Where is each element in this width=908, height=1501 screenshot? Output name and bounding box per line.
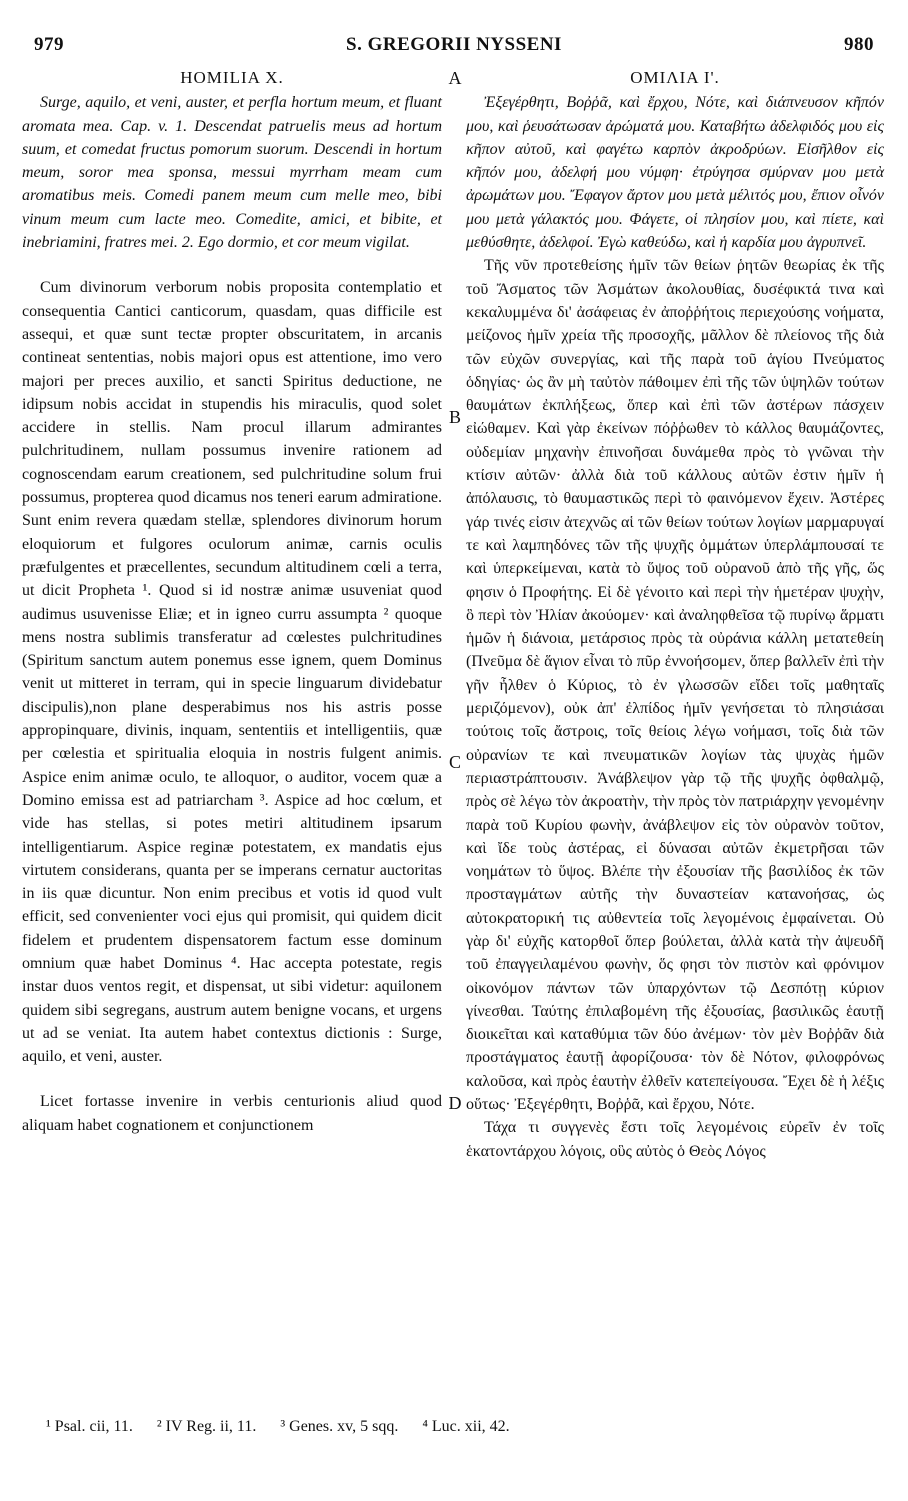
latin-verse: Surge, aquilo, et veni, auster, et perfla hortum meum, et fluant aromata mea. Cap. v. 1. Descendat patruelis meus ad hortum suum, et comedat fructus pomorum suorum. Descendi in hortum meum, soror mea sponsa, messui myrrham meam cum aromatibus meis. Comedi panem meum cum melle meo, bibi vinum meum cum lacte meo. Comedite, amici, et bibite, et inebriamini, fratres mei. 2. Ego dormio, et cor meum vigilat. xyxy=(22,94,442,252)
footnotes xyxy=(46,1418,868,1436)
right-page-number: 980 xyxy=(844,34,874,55)
greek-paragraph-2: Τάχα τι συγγενὲς ἔστι τοῖς λεγομένοις εὑρεῖν ἐν τοῖς ἑκατοντάρχου λόγοις, οὓς αὐτὸς ὁ Θεὸς Λόγος xyxy=(466,1119,884,1160)
greek-homily-title: ΟΜΙΛΙΑ Ι'. xyxy=(630,68,720,87)
margin-marker-d: D xyxy=(448,1093,462,1113)
latin-paragraph-1: Cum divinorum verborum nobis proposita contemplatio et consequentia Cantici canticorum, quasdam, quas difficile est assequi, et quæ sunt tectæ propter obscuritatem, in arcanis contineat sententias, nobis majori opus est attentione, imo vero majori per preces auxilio, et sancti Spiritus deductione, ne idipsum nobis accidat in stupendis his miraculis, quod solet accidere in stellis. Nam procul illarum admirantes pulchritudinem, nullam possumus invenire rationem ad cognoscendam earum creationem, sed pulchritudine solum frui possumus, propterea quod dicamus nos teneri earum admiratione. Sunt enim revera quædam stellæ, splendores divinorum horum eloquiorum et fulgores oculorum animæ, carnis oculis præfulgentes et præcellentes, secundum altitudinem cœli a terra, ut dicit Propheta ¹. Quod si id nostræ animæ usuveniat quod audimus usuvenisse Eliæ; et in igneo curru assumpta ² quoque mens nostra sublimis transferatur ad cœlestes pulchritudines (Spiritum sanctum autem ponemus esse ignem, quem Dominus venit ut mitteret in terram, qui in specie linguarum dividebatur discipulis),non plane desperabimus nos his astris posse appropinquare, divinis, inquam, sententiis et intelligentiis, quæ per cœlestia et spiritualia eloquia in nostris fulgent animis. Aspice enim animæ oculo, te alloquor, o auditor, vocem quæ a Domino emissa est ad patriarcham ³. Aspice ad hoc cœlum, et vide has stellas, si potes metiri altitudinem ipsarum intelligentiarum. Aspice reginæ potestatem, ex mandatis ejus virtutem considerans, quanta per se imperans cernatur auctoritas in iis quæ dicuntur. Non enim precibus et votis id quod vult efficit, sed convenienter voci ejus qui promisit, qui quidem dicit fidelem et prudentem dispensatorem factum esse dominum omnium quæ habet Dominus ⁴. Hac accepta potestate, regis instar duos ventos regit, et dispensat, ut sibi videtur: aquilonem quidem sibi segregans, austrum autem benigne vocans, et urgens ut ad se veniat. Ita autem habet contextus dictionis : Surge, aquilo, et veni, auster. xyxy=(22,279,442,1066)
footnote-3: ³ Genes. xv, 5 sqq. xyxy=(280,1418,399,1435)
footnote-2: ² IV Reg. ii, 11. xyxy=(156,1418,257,1435)
greek-verse: Ἐξεγέρθητι, Βοῤῥᾶ, καὶ ἔρχου, Νότε, καὶ διάπνευσον κῆπόν μου, καὶ ῥευσάτωσαν ἀρώματά μου. Καταβήτω ἀδελφιδός μου εἰς κῆπον αὐτοῦ, καὶ φαγέτω καρπὸν ἀκροδρύων. Εἰσῆλθον εἰς κῆπόν μου, ἀδελφή μου νύμφη· ἐτρύγησα σμύρναν μου μετὰ ἀρωμάτων μου. Ἔφαγον ἄρτον μου μετὰ μέλιτός μου, ἔπιον οἶνόν μου μετὰ γάλακτός μου. Φάγετε, οἱ πλησίον μου, καὶ πίετε, καὶ μεθύσθητε, ἀδελφοί. Ἐγὼ καθεύδω, καὶ ἡ καρδία μου ἀγρυπνεῖ. xyxy=(466,94,884,252)
margin-marker-c: C xyxy=(448,752,461,772)
left-page-number: 979 xyxy=(34,34,64,55)
latin-homily-title: HOMILIA X. xyxy=(180,68,284,87)
latin-paragraph-2: Licet fortasse invenire in verbis centurionis aliud quod aliquam habet cognationem et conjunctionem xyxy=(22,1093,442,1134)
page-header xyxy=(34,34,874,60)
greek-paragraph-1: Τῆς νῦν προτεθείσης ἡμῖν τῶν θείων ῥητῶν θεωρίας ἐκ τῆς τοῦ Ἄσματος τῶν Ἀσμάτων ἀκολουθίας, δυσέφικτά τινα καὶ κεκαλυμμένα δι' ἀσάφειας ἐν ἀποῤῥήτοις περιεχούσης νοήματα, μείζονος ἡμῖν χρεία τῆς προσοχῆς, μᾶλλον δὲ πλείονος τῆς διὰ τῶν εὐχῶν συνεργίας, καὶ τῆς παρὰ τοῦ ἁγίου Πνεύματος ὁδηγίας· ὡς ἂν μὴ ταὐτὸν πάθοιμεν ἐπὶ τῆς τῶν ὑψηλῶν τούτων θαυμάτων ἐκπλήξεως, ὅπερ καὶ ἐπὶ τῶν ἀστέρων πάσχειν εἰώθαμεν. Καὶ γὰρ ἐκείνων πόῤῥωθεν τὸ κάλλος θαυμάζοντες, οὐδεμίαν μηχανὴν ἐπινοῆσαι δυνάμεθα πρὸς τὸ γνῶναι τὴν κτίσιν αὐτῶν· ἀλλὰ διὰ τοῦ κάλλους αὐτῶν ἐστιν ἡμῖν ἡ ἀπόλαυσις, τὸ θαυμαστικῶς περὶ τὸ φαινόμενον ἔχειν. Ἀστέρες γάρ τινές εἰσιν ἀτεχνῶς αἱ τῶν θείων τούτων λογίων μαρμαρυγαί τε καὶ λαμπηδόνες τῶν τῆς ψυχῆς ὀμμάτων ὑπερλάμπουσαί τε καὶ ὑπερκείμεναι, κατὰ τὸ ὕψος τοῦ οὐρανοῦ ἀπὸ τῆς γῆς, ὥς φησιν ὁ Προφήτης. Εἰ δὲ γένοιτο καὶ περὶ τὴν ἡμετέραν ψυχὴν, ὃ περὶ τὸν Ἠλίαν ἀκούομεν· καὶ ἀναληφθεῖσα τῷ πυρίνῳ ἅρματι ἡμῶν ἡ διάνοια, μετάρσιος πρὸς τὰ οὐράνια κάλλη μετατεθείη (Πνεῦμα δὲ ἅγιον εἶναι τὸ πῦρ ἐννοήσομεν, ὅπερ βαλλεῖν ἐπὶ τὴν γῆν ἦλθεν ὁ Κύριος, τὸ ἐν γλωσσῶν εἴδει τοῖς μαθηταῖς μεριζόμενον), οὐκ ἀπ' ἐλπίδος ἡμῖν γενήσεται τὸ πλησιάσαι τούτοις τοῖς ἄστροις, τοῖς θείοις λέγω νοήμασι, τοῖς διὰ τῶν οὐρανίων τε καὶ πνευματικῶν λογίων τὰς ψυχὰς ἡμῶν περιαστράπτουσιν. Ἀνάβλεψον γὰρ τῷ τῆς ψυχῆς ὀφθαλμῷ, πρὸς σὲ λέγω τὸν ἀκροατὴν, τὴν πρὸς τὸν πατριάρχην γενομένην παρὰ τοῦ Κυρίου φωνὴν, ἀνάβλεψον εἰς τὸν οὐρανὸν τοῦτον, καὶ ἴδε τοὺς ἀστέρας, εἰ δύνασαι αὐτῶν ἐκμετρῆσαι τῶν νοημάτων τὸ ὕψος. Βλέπε τὴν ἐξουσίαν τῆς βασιλίδος ἐκ τῶν προσταγμάτων αὐτῆς τὴν δυναστείαν κατανοήσας, ὡς αὐτοκρατορική τις αὐθεντεία τοῖς λεγομένοις ἐμφαίνεται. Οὐ γὰρ δι' εὐχῆς κατορθοῖ ὅπερ βούλεται, ἀλλὰ κατὰ τὴν ἀψευδῆ τοῦ ἐπαγγειλαμένου φωνὴν, ὅς φησι τὸν πιστὸν καὶ φρόνιμον οἰκονόμον πάντων τῶν ὑπαρχόντων τῷ Δεσπότῃ κύριον γίνεσθαι. Ταύτης ἐπιλαβομένη τῆς ἐξουσίας, βασιλικῶς ἑαυτῇ διοικεῖται καὶ καταθύμια τῶν δύο ἀνέμων· τὸν μὲν Βοῤῥᾶν διὰ προστάγματος ἑαυτῇ ἀφορίζουσα· τὸν δὲ Νότον, φιλοφρόνως καλοῦσα, καὶ πρὸς ἑαυτὴν ἐλθεῖν κατεπείγουσα. Ἔχει δὲ ἡ λέξις οὕτως· Ἐξεγέρθητι, Βοῤῥᾶ, καὶ ἔρχου, Νότε. xyxy=(466,257,884,1114)
margin-marker-b: B xyxy=(448,407,461,427)
greek-column xyxy=(466,66,884,1163)
latin-column xyxy=(22,66,442,1137)
margin-marker-a: A xyxy=(448,68,462,88)
running-title: S. GREGORII NYSSENI xyxy=(346,34,562,55)
footnote-4: ⁴ Luc. xii, 42. xyxy=(422,1418,510,1435)
footnote-1: ¹ Psal. cii, 11. xyxy=(46,1418,133,1435)
